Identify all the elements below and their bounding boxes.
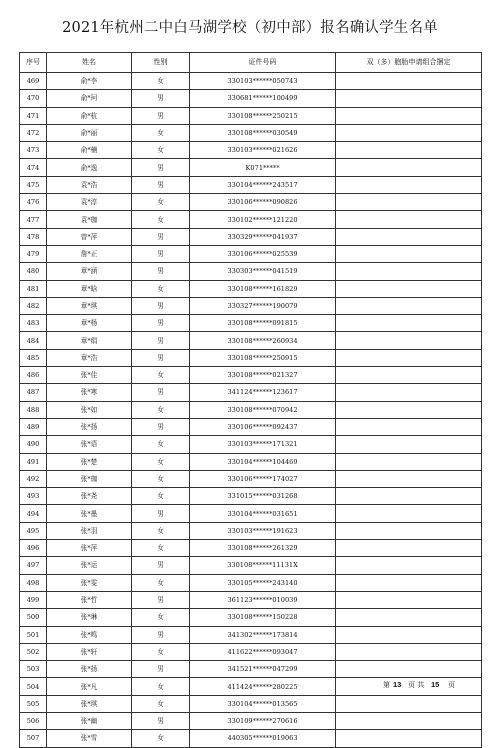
cell-name: 张*哲 <box>47 591 132 608</box>
cell-index: 501 <box>20 626 47 643</box>
cell-twin-application <box>336 228 482 245</box>
cell-name: 袁*珈 <box>47 211 132 228</box>
cell-twin-application <box>336 263 482 280</box>
cell-id-number: 361123******010039 <box>190 591 336 608</box>
cell-gender: 女 <box>132 643 190 660</box>
cell-gender: 男 <box>132 332 190 349</box>
table-row <box>20 176 482 193</box>
table-body <box>20 73 482 748</box>
cell-id-number: 330104******013565 <box>190 695 336 712</box>
cell-name: 张*鸣 <box>47 626 132 643</box>
cell-twin-application <box>336 194 482 211</box>
cell-gender: 女 <box>132 401 190 418</box>
cell-index: 505 <box>20 695 47 712</box>
cell-name: 章*涵 <box>47 263 132 280</box>
cell-name: 张*语 <box>47 436 132 453</box>
table-row <box>20 228 482 245</box>
cell-id-number: 330108******021327 <box>190 367 336 384</box>
cell-twin-application <box>336 730 482 747</box>
cell-twin-application <box>336 315 482 332</box>
cell-name: 张*扬 <box>47 418 132 435</box>
cell-twin-application <box>336 540 482 557</box>
cell-name: 张*墨 <box>47 505 132 522</box>
cell-twin-application <box>336 107 482 124</box>
cell-name: 张*寒 <box>47 384 132 401</box>
cell-id-number: 341302******173814 <box>190 626 336 643</box>
cell-name: 曾*萍 <box>47 228 132 245</box>
cell-gender: 女 <box>132 211 190 228</box>
cell-gender: 女 <box>132 695 190 712</box>
cell-name: 张*尧 <box>47 488 132 505</box>
cell-index: 488 <box>20 401 47 418</box>
header-gender: 性别 <box>132 53 190 73</box>
cell-index: 483 <box>20 315 47 332</box>
table-row <box>20 384 482 401</box>
cell-index: 499 <box>20 591 47 608</box>
cell-index: 480 <box>20 263 47 280</box>
cell-gender: 女 <box>132 522 190 539</box>
cell-name: 章*琪 <box>47 297 132 314</box>
cell-gender: 男 <box>132 90 190 107</box>
cell-id-number: 330109******270616 <box>190 712 336 729</box>
table-row <box>20 557 482 574</box>
cell-gender: 男 <box>132 557 190 574</box>
cell-gender: 男 <box>132 418 190 435</box>
cell-id-number: 411622******093047 <box>190 643 336 660</box>
cell-index: 489 <box>20 418 47 435</box>
cell-twin-application <box>336 159 482 176</box>
cell-gender: 女 <box>132 488 190 505</box>
cell-index: 477 <box>20 211 47 228</box>
cell-name: 俞*楠 <box>47 142 132 159</box>
cell-name: 章*绢 <box>47 332 132 349</box>
table-row <box>20 107 482 124</box>
table-row <box>20 211 482 228</box>
cell-id-number: 330108******11131X <box>190 557 336 574</box>
cell-index: 492 <box>20 470 47 487</box>
cell-twin-application <box>336 643 482 660</box>
cell-gender: 女 <box>132 280 190 297</box>
cell-id-number: 330102******121220 <box>190 211 336 228</box>
cell-twin-application <box>336 367 482 384</box>
cell-gender: 女 <box>132 124 190 141</box>
table-row <box>20 401 482 418</box>
cell-twin-application <box>336 176 482 193</box>
table-row <box>20 470 482 487</box>
cell-id-number: 330106******092437 <box>190 418 336 435</box>
table-row <box>20 730 482 747</box>
table-row <box>20 522 482 539</box>
cell-id-number: 330106******025539 <box>190 245 336 262</box>
table-row <box>20 90 482 107</box>
cell-index: 491 <box>20 453 47 470</box>
cell-twin-application <box>336 591 482 608</box>
cell-index: 506 <box>20 712 47 729</box>
table-row <box>20 418 482 435</box>
cell-gender: 男 <box>132 297 190 314</box>
cell-id-number: 330329******041937 <box>190 228 336 245</box>
cell-gender: 女 <box>132 730 190 747</box>
cell-gender: 男 <box>132 176 190 193</box>
cell-twin-application <box>336 626 482 643</box>
cell-id-number: 330681******100499 <box>190 90 336 107</box>
cell-id-number: 330108******150228 <box>190 609 336 626</box>
cell-index: 476 <box>20 194 47 211</box>
cell-index: 487 <box>20 384 47 401</box>
cell-name: 张*萍 <box>47 540 132 557</box>
cell-name: 张*雪 <box>47 730 132 747</box>
cell-name: 张*运 <box>47 557 132 574</box>
cell-gender: 男 <box>132 661 190 678</box>
cell-twin-application <box>336 401 482 418</box>
cell-id-number: 330108******261329 <box>190 540 336 557</box>
cell-twin-application <box>336 280 482 297</box>
table-row <box>20 124 482 141</box>
footer-prefix: 第 <box>383 681 390 689</box>
cell-name: 张*琪 <box>47 695 132 712</box>
table-row <box>20 712 482 729</box>
cell-id-number: 330303******041519 <box>190 263 336 280</box>
cell-index: 502 <box>20 643 47 660</box>
cell-name: 张*雯 <box>47 574 132 591</box>
cell-gender: 女 <box>132 73 190 90</box>
cell-gender: 男 <box>132 228 190 245</box>
cell-id-number: 330103******050743 <box>190 73 336 90</box>
table-row <box>20 488 482 505</box>
cell-index: 471 <box>20 107 47 124</box>
cell-name: 俞*杭 <box>47 107 132 124</box>
cell-twin-application <box>336 453 482 470</box>
cell-twin-application <box>336 661 482 678</box>
cell-id-number: 330108******250215 <box>190 107 336 124</box>
cell-name: 张*羽 <box>47 522 132 539</box>
cell-name: 张*凡 <box>47 678 132 695</box>
cell-gender: 女 <box>132 540 190 557</box>
cell-gender: 女 <box>132 678 190 695</box>
cell-twin-application <box>336 574 482 591</box>
cell-twin-application <box>336 488 482 505</box>
table-row <box>20 609 482 626</box>
cell-id-number: K071***** <box>190 159 336 176</box>
table-row <box>20 159 482 176</box>
table-row <box>20 263 482 280</box>
cell-twin-application <box>336 436 482 453</box>
cell-index: 478 <box>20 228 47 245</box>
table-row <box>20 591 482 608</box>
cell-index: 481 <box>20 280 47 297</box>
cell-twin-application <box>336 245 482 262</box>
cell-twin-application <box>336 73 482 90</box>
cell-name: 俞*珂 <box>47 90 132 107</box>
cell-twin-application <box>336 332 482 349</box>
table-row <box>20 332 482 349</box>
cell-name: 俞*丽 <box>47 124 132 141</box>
cell-id-number: 330105******243140 <box>190 574 336 591</box>
cell-index: 479 <box>20 245 47 262</box>
cell-twin-application <box>336 418 482 435</box>
cell-id-number: 330108******091815 <box>190 315 336 332</box>
table-row <box>20 574 482 591</box>
cell-id-number: 330103******171321 <box>190 436 336 453</box>
cell-name: 张*如 <box>47 401 132 418</box>
cell-twin-application <box>336 712 482 729</box>
footer-mid: 页 共 <box>408 681 425 689</box>
cell-id-number: 330103******191623 <box>190 522 336 539</box>
cell-gender: 男 <box>132 591 190 608</box>
cell-name: 章*杨 <box>47 315 132 332</box>
cell-index: 503 <box>20 661 47 678</box>
cell-gender: 男 <box>132 384 190 401</box>
cell-index: 475 <box>20 176 47 193</box>
cell-twin-application <box>336 470 482 487</box>
cell-id-number: 330104******243517 <box>190 176 336 193</box>
cell-index: 507 <box>20 730 47 747</box>
cell-id-number: 440305******019063 <box>190 730 336 747</box>
cell-twin-application <box>336 384 482 401</box>
cell-twin-application <box>336 695 482 712</box>
cell-name: 袁*淳 <box>47 194 132 211</box>
cell-twin-application <box>336 349 482 366</box>
cell-id-number: 330106******090826 <box>190 194 336 211</box>
table-row <box>20 505 482 522</box>
cell-name: 张*扬 <box>47 661 132 678</box>
cell-name: 张*轩 <box>47 643 132 660</box>
cell-twin-application <box>336 557 482 574</box>
cell-twin-application <box>336 297 482 314</box>
header-id-number: 证件号码 <box>190 53 336 73</box>
student-table <box>19 52 482 748</box>
cell-gender: 女 <box>132 367 190 384</box>
cell-name: 张*佳 <box>47 367 132 384</box>
cell-id-number: 330108******250915 <box>190 349 336 366</box>
cell-id-number: 341124******123617 <box>190 384 336 401</box>
table-row <box>20 661 482 678</box>
cell-gender: 女 <box>132 574 190 591</box>
cell-id-number: 330106******174027 <box>190 470 336 487</box>
cell-id-number: 330103******021626 <box>190 142 336 159</box>
cell-index: 496 <box>20 540 47 557</box>
cell-index: 497 <box>20 557 47 574</box>
cell-id-number: 331015******031268 <box>190 488 336 505</box>
cell-index: 500 <box>20 609 47 626</box>
cell-id-number: 330108******070942 <box>190 401 336 418</box>
cell-gender: 男 <box>132 263 190 280</box>
cell-gender: 女 <box>132 609 190 626</box>
table-row <box>20 315 482 332</box>
cell-id-number: 330327******190079 <box>190 297 336 314</box>
cell-index: 482 <box>20 297 47 314</box>
table-row <box>20 194 482 211</box>
cell-index: 484 <box>20 332 47 349</box>
table-row <box>20 245 482 262</box>
cell-name: 詹*正 <box>47 245 132 262</box>
cell-twin-application <box>336 124 482 141</box>
cell-twin-application <box>336 609 482 626</box>
cell-name: 张*琳 <box>47 609 132 626</box>
cell-name: 章*浩 <box>47 349 132 366</box>
cell-gender: 男 <box>132 712 190 729</box>
table-row <box>20 73 482 90</box>
cell-index: 485 <box>20 349 47 366</box>
table-row <box>20 349 482 366</box>
table-row <box>20 297 482 314</box>
header-twin-application: 双（多）胞胎申请组合捆定 <box>336 53 482 73</box>
cell-twin-application <box>336 505 482 522</box>
total-pages-number: 15 <box>431 679 440 689</box>
cell-index: 473 <box>20 142 47 159</box>
cell-index: 490 <box>20 436 47 453</box>
cell-gender: 男 <box>132 315 190 332</box>
cell-name: 俞*李 <box>47 73 132 90</box>
header-index: 序号 <box>20 53 47 73</box>
cell-index: 472 <box>20 124 47 141</box>
cell-gender: 女 <box>132 470 190 487</box>
cell-id-number: 330108******260934 <box>190 332 336 349</box>
cell-twin-application <box>336 90 482 107</box>
cell-gender: 男 <box>132 349 190 366</box>
cell-index: 493 <box>20 488 47 505</box>
cell-index: 469 <box>20 73 47 90</box>
page-title: 2021年杭州二中白马湖学校（初中部）报名确认学生名单 <box>62 20 438 36</box>
cell-twin-application <box>336 142 482 159</box>
cell-name: 张*楚 <box>47 453 132 470</box>
table-row <box>20 643 482 660</box>
cell-index: 504 <box>20 678 47 695</box>
table-row <box>20 436 482 453</box>
cell-gender: 男 <box>132 245 190 262</box>
cell-id-number: 330104******104469 <box>190 453 336 470</box>
cell-id-number: 341521******047299 <box>190 661 336 678</box>
cell-id-number: 330108******161829 <box>190 280 336 297</box>
cell-twin-application <box>336 522 482 539</box>
table-row <box>20 540 482 557</box>
cell-gender: 女 <box>132 142 190 159</box>
cell-index: 470 <box>20 90 47 107</box>
cell-id-number: 330108******030549 <box>190 124 336 141</box>
table-header-row <box>20 53 482 73</box>
cell-gender: 男 <box>132 159 190 176</box>
current-page-number: 13 <box>393 679 402 689</box>
table-row <box>20 142 482 159</box>
cell-id-number: 330104******031651 <box>190 505 336 522</box>
footer-suffix: 页 <box>448 681 455 689</box>
header-name: 姓名 <box>47 53 132 73</box>
cell-gender: 女 <box>132 453 190 470</box>
cell-name: 张*幽 <box>47 712 132 729</box>
cell-id-number: 411424******280225 <box>190 678 336 695</box>
cell-name: 俞*逸 <box>47 159 132 176</box>
cell-twin-application <box>336 211 482 228</box>
table-row <box>20 280 482 297</box>
cell-index: 474 <box>20 159 47 176</box>
cell-gender: 女 <box>132 436 190 453</box>
table-row <box>20 695 482 712</box>
cell-name: 章*晗 <box>47 280 132 297</box>
cell-name: 袁*浩 <box>47 176 132 193</box>
cell-gender: 男 <box>132 626 190 643</box>
cell-name: 张*珈 <box>47 470 132 487</box>
table-row <box>20 626 482 643</box>
table-row <box>20 367 482 384</box>
cell-gender: 男 <box>132 505 190 522</box>
cell-index: 486 <box>20 367 47 384</box>
cell-index: 498 <box>20 574 47 591</box>
cell-index: 494 <box>20 505 47 522</box>
cell-index: 495 <box>20 522 47 539</box>
cell-gender: 男 <box>132 107 190 124</box>
table-row <box>20 453 482 470</box>
cell-gender: 女 <box>132 194 190 211</box>
